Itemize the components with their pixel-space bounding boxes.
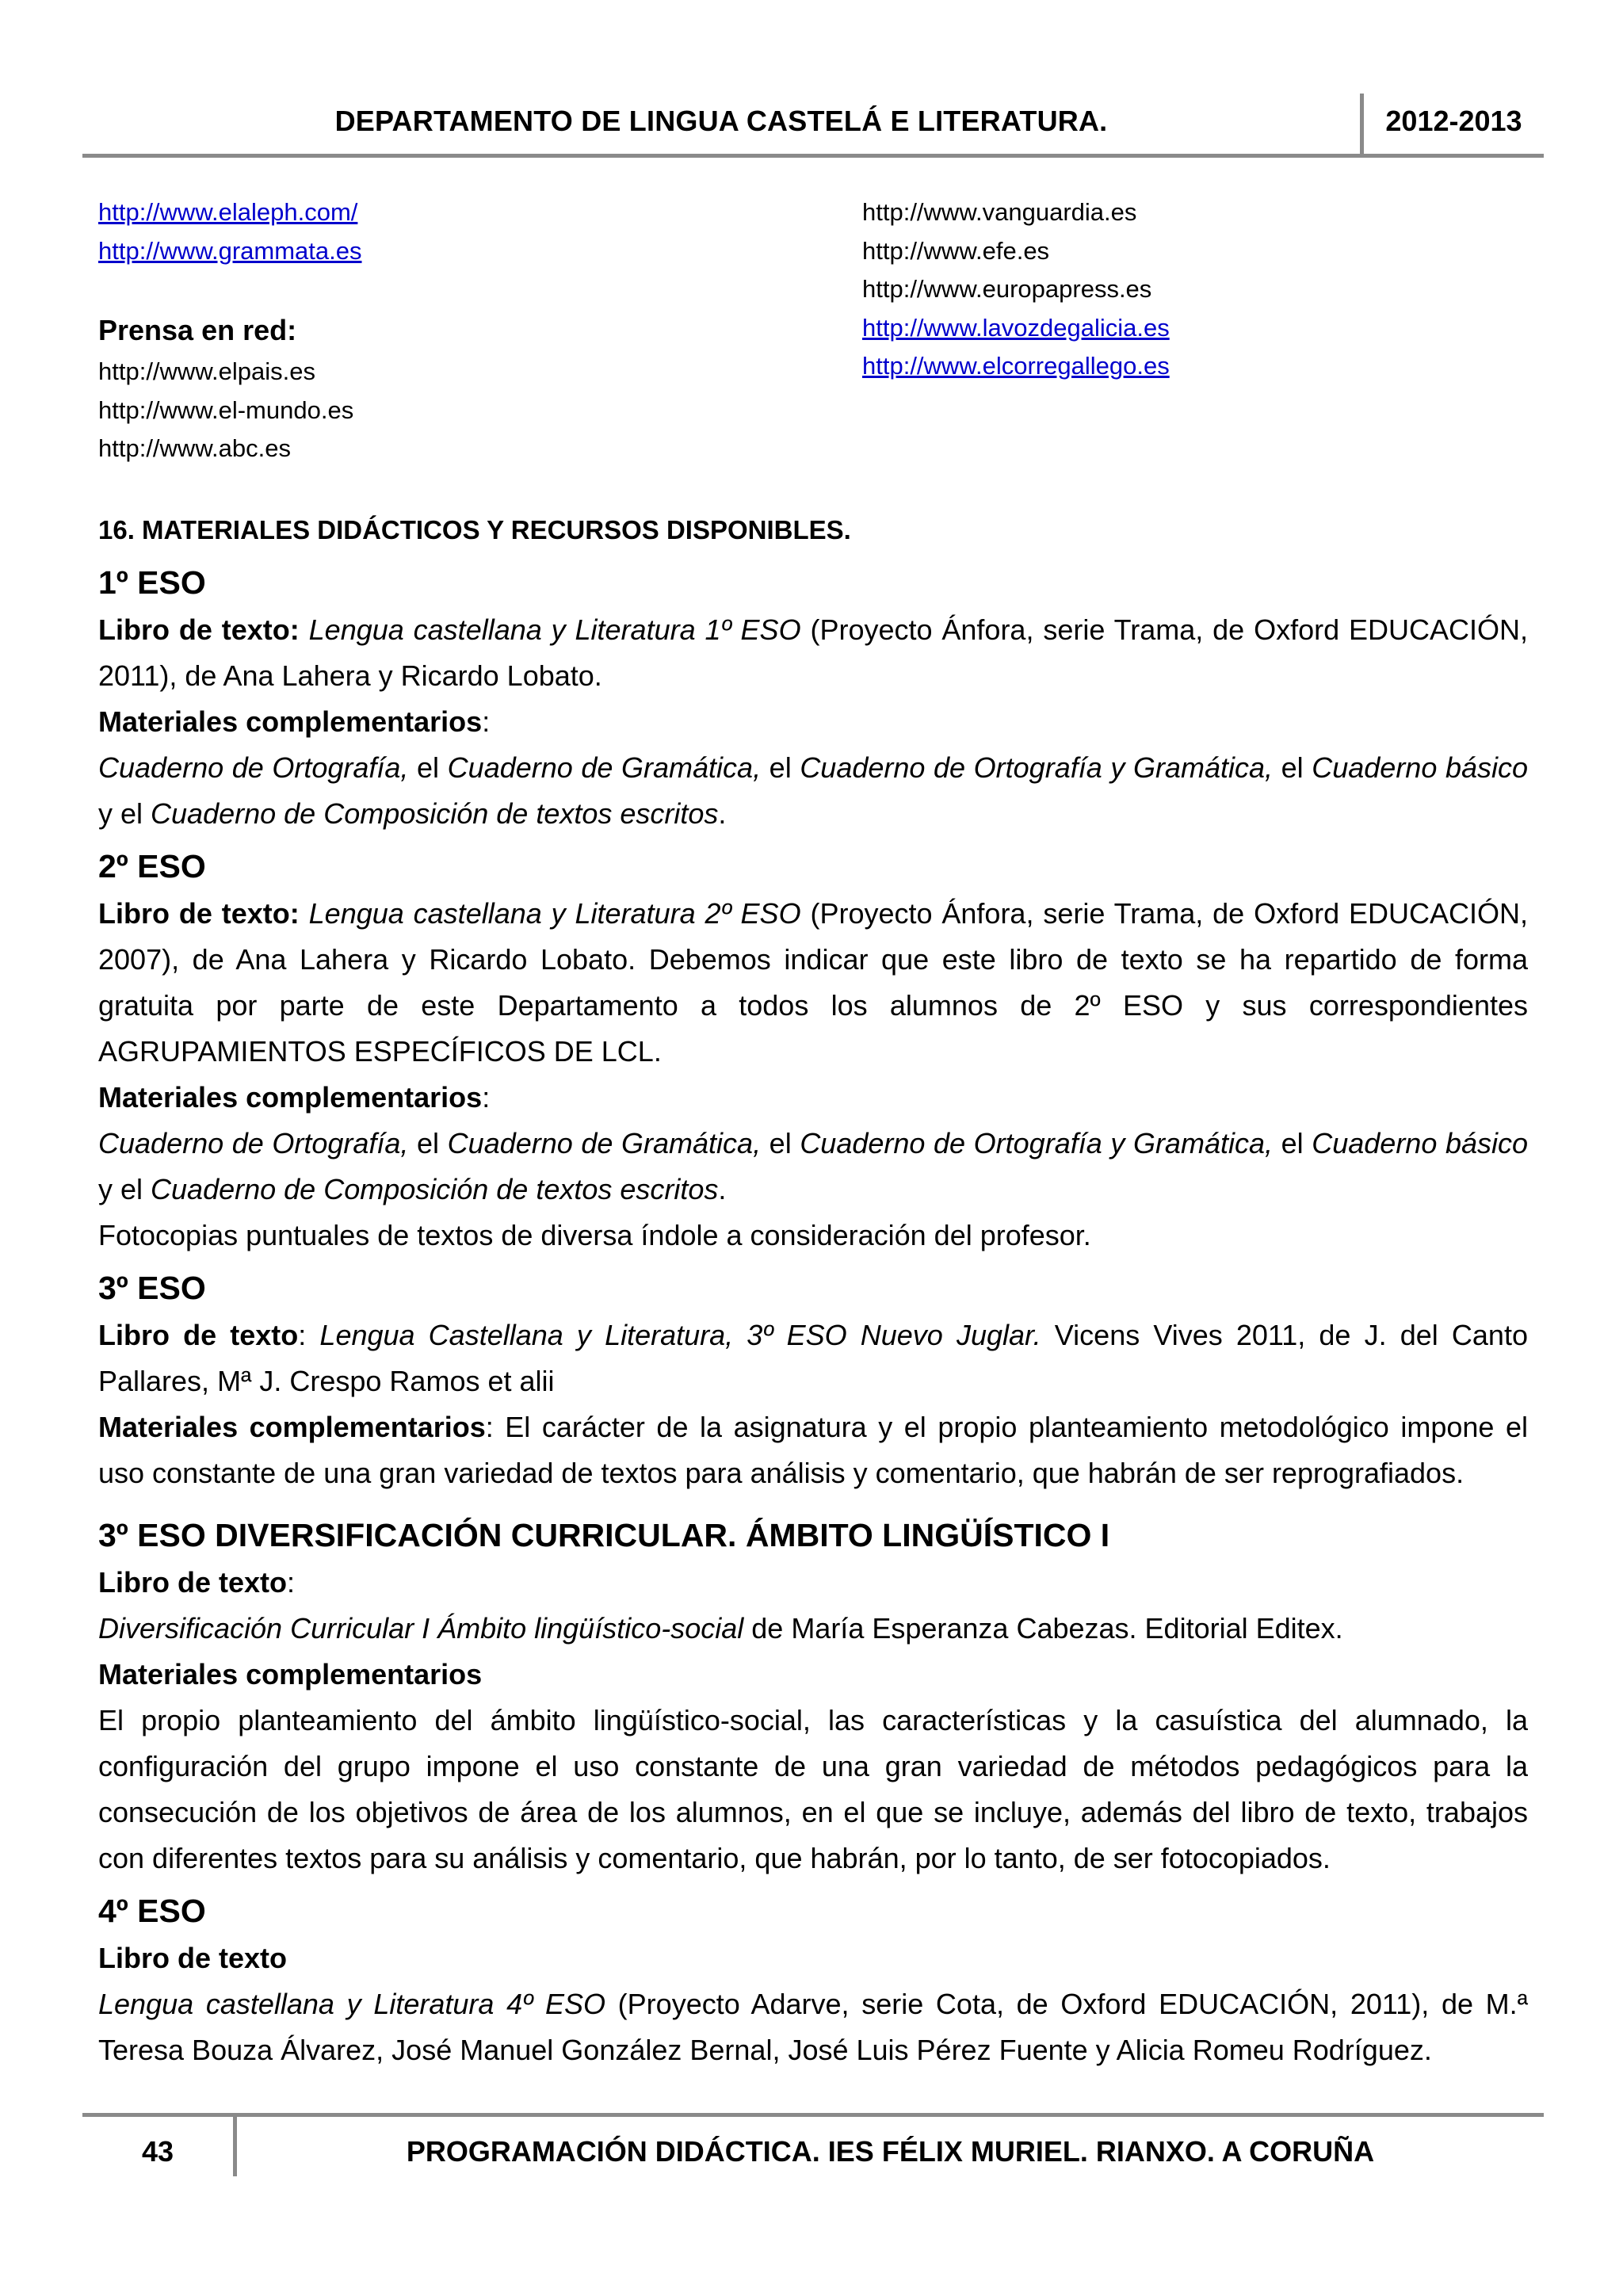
eso1-c4: Cuaderno básico [1312, 751, 1529, 784]
eso2-s5: . [718, 1173, 727, 1205]
eso3div-libro-rest: de María Esperanza Cabezas. Editorial Editex. [743, 1612, 1343, 1645]
eso1-s2: el [761, 751, 800, 784]
eso4-libro-title: Lengua castellana y Literatura 4º ESO [98, 1988, 605, 2020]
eso3-libro-colon: : [298, 1319, 320, 1351]
eso3-libro-rest: Vicens Vives 2011, de J. del Canto Pallares, Mª J. Crespo Ramos et alii [98, 1319, 1528, 1397]
link-lavozdegalicia[interactable]: http://www.lavozdegalicia.es [862, 313, 1170, 342]
link-grammata[interactable]: http://www.grammata.es [98, 236, 362, 265]
eso1-c5: Cuaderno de Composición de textos escritos [151, 797, 719, 830]
eso1-s1: el [408, 751, 448, 784]
eso2-c1: Cuaderno de Ortografía, [98, 1127, 409, 1159]
eso3div-libro-colon: : [287, 1566, 296, 1599]
eso2-s4: y el [98, 1173, 151, 1205]
eso3div-libro-title: Diversificación Curricular I Ámbito lingüístico-social [98, 1612, 744, 1645]
eso3-libro-label: Libro de texto [98, 1319, 299, 1351]
header-rule [82, 154, 1544, 158]
prensa-heading: Prensa en red: [98, 314, 297, 346]
page-number: 43 [141, 2135, 174, 2168]
eso2-materiales-heading [98, 1075, 1528, 1121]
eso3div-libro-heading [98, 1560, 1528, 1606]
eso4-libro-label: Libro de texto [98, 1942, 288, 1974]
eso1-libro-label: Libro de texto: [98, 613, 300, 646]
eso3-libro [98, 1312, 1528, 1404]
page-header [82, 94, 1544, 157]
eso1-s5: . [718, 797, 727, 830]
eso1-libro-rest: (Proyecto Ánfora, serie Trama, de Oxford EDUCACIÓN, 2011), de Ana Lahera y Ricardo Lobato. [98, 613, 1529, 692]
eso1-s3: el [1273, 751, 1312, 784]
eso2-c2: Cuaderno de Gramática, [447, 1127, 762, 1159]
footer-rule [82, 2113, 1544, 2117]
eso3-mat-label: Materiales complementarios [98, 1411, 486, 1443]
eso2-libro [98, 891, 1528, 1075]
eso1-s4: y el [98, 797, 151, 830]
eso1-c2: Cuaderno de Gramática, [447, 751, 762, 784]
eso3div-libro-label: Libro de texto [98, 1566, 288, 1599]
eso1-materiales-heading [98, 699, 1528, 745]
links-right-column [862, 193, 1496, 386]
eso1-mat-label: Materiales complementarios [98, 705, 483, 738]
links-left-column [98, 193, 812, 468]
eso1-heading: 1º ESO [98, 564, 206, 601]
eso1-libro-title: Lengua castellana y Literatura 1º ESO [308, 613, 801, 646]
header-title: DEPARTAMENTO DE LINGUA CASTELÁ E LITERATURA. [334, 105, 1108, 137]
link-vanguardia[interactable]: http://www.vanguardia.es [862, 198, 1137, 226]
links-section [98, 193, 1525, 479]
eso3-heading: 3º ESO [98, 1270, 206, 1306]
link-europapress[interactable]: http://www.europapress.es [862, 275, 1152, 303]
eso2-c3: Cuaderno de Ortografía y Gramática, [800, 1127, 1273, 1159]
eso2-materiales-list [98, 1121, 1528, 1213]
eso4-libro-rest: (Proyecto Adarve, serie Cota, de Oxford EDUCACIÓN, 2011), de M.ª Teresa Bouza Álvarez, José Manuel González Bernal, José Luis Pérez Fuente y Alicia Romeu Rodríguez. [98, 1988, 1528, 2066]
eso3div-mat-label: Materiales complementarios [98, 1658, 483, 1690]
link-elcorregallego[interactable]: http://www.elcorregallego.es [862, 352, 1170, 380]
link-elaleph[interactable]: http://www.elaleph.com/ [98, 198, 358, 226]
eso2-s3: el [1273, 1127, 1312, 1159]
eso2-s2: el [761, 1127, 800, 1159]
eso2-heading: 2º ESO [98, 848, 206, 884]
eso3-libro-title: Lengua Castellana y Literatura, 3º ESO Nuevo Juglar. [319, 1319, 1041, 1351]
page-footer [82, 2113, 1544, 2176]
eso3-materiales [98, 1404, 1528, 1496]
footer-title: PROGRAMACIÓN DIDÁCTICA. IES FÉLIX MURIEL. RIANXO. A CORUÑA [406, 2135, 1375, 2168]
eso4-libro [98, 1981, 1528, 2073]
section-16-heading: 16. MATERIALES DIDÁCTICOS Y RECURSOS DISPONIBLES. [98, 515, 851, 544]
eso3-mat-text: : El carácter de la asignatura y el propio planteamiento metodológico impone el uso constante de una gran variedad de textos para análisis y comentario, que habrán de ser reprografiados. [98, 1411, 1528, 1489]
eso2-libro-rest: (Proyecto Ánfora, serie Trama, de Oxford EDUCACIÓN, 2007), de Ana Lahera y Ricardo Lobato. Debemos indicar que este libro de texto se ha repartido de forma gratuita por parte de este Departamento a todos los alumnos de 2º ESO y sus correspondientes AGRUPAMIENTOS ESPECÍFICOS DE LCL. [98, 897, 1529, 1068]
eso2-mat-label: Materiales complementarios [98, 1081, 483, 1114]
link-efe[interactable]: http://www.efe.es [862, 236, 1050, 265]
eso1-c1: Cuaderno de Ortografía, [98, 751, 409, 784]
eso1-c3: Cuaderno de Ortografía y Gramática, [800, 751, 1273, 784]
eso2-c4: Cuaderno básico [1312, 1127, 1529, 1159]
main-content [98, 507, 1528, 2073]
eso3div-heading: 3º ESO DIVERSIFICACIÓN CURRICULAR. ÁMBITO LINGÜÍSTICO I [98, 1517, 1110, 1553]
eso1-libro [98, 607, 1528, 699]
eso2-libro-label: Libro de texto: [98, 897, 300, 930]
eso2-fotocopias: Fotocopias puntuales de textos de diversa índole a consideración del profesor. [98, 1219, 1091, 1251]
eso1-mat-colon: : [482, 705, 491, 738]
link-elpais[interactable]: http://www.elpais.es [98, 357, 315, 385]
eso2-s1: el [408, 1127, 448, 1159]
spacer [98, 270, 812, 308]
link-elmundo[interactable]: http://www.el-mundo.es [98, 395, 354, 424]
header-year: 2012-2013 [1385, 105, 1522, 137]
eso3div-libro [98, 1606, 1528, 1652]
eso2-c5: Cuaderno de Composición de textos escritos [151, 1173, 719, 1205]
link-abc[interactable]: http://www.abc.es [98, 434, 291, 462]
eso2-mat-colon: : [482, 1081, 491, 1114]
eso3div-mat-text: El propio planteamiento del ámbito lingüístico-social, las características y la casuística del alumnado, la configuración del grupo impone el uso constante de una gran variedad de métodos pedagógicos para la consecución de los objetivos de área de los alumnos, en el que se incluye, además del libro de texto, trabajos con diferentes textos para su análisis y comentario, que habrán, por lo tanto, de ser fotocopiados. [98, 1704, 1528, 1874]
eso2-libro-title: Lengua castellana y Literatura 2º ESO [308, 897, 801, 930]
eso4-heading: 4º ESO [98, 1893, 206, 1929]
eso1-materiales-list [98, 745, 1528, 837]
